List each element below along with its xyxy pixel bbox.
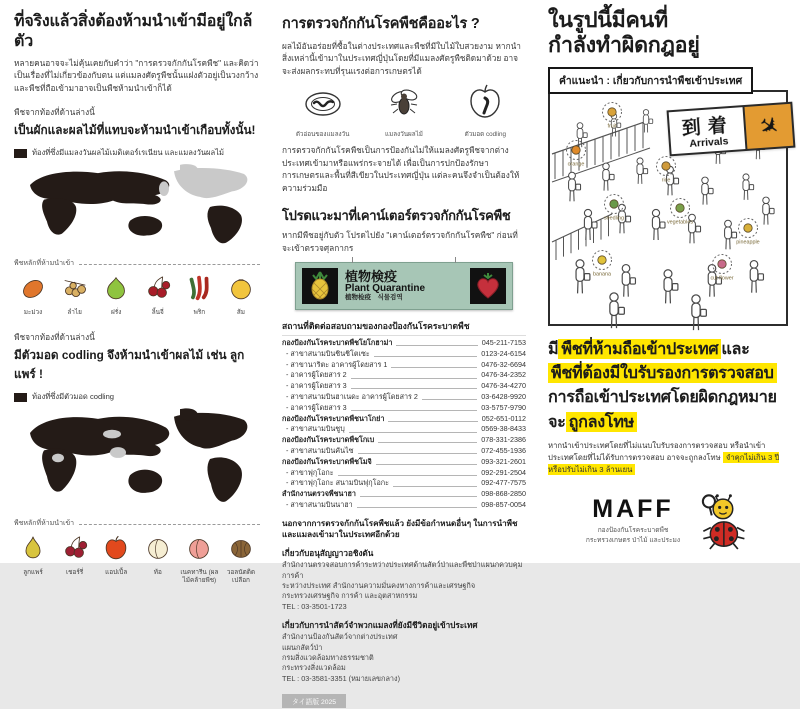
pest-icons-row: [282, 83, 526, 139]
leader-line: [378, 442, 477, 443]
plain-text: จะ: [548, 413, 566, 431]
fruits-label-row-1: [14, 258, 260, 269]
fruit-label: มะม่วง: [14, 309, 52, 317]
contact-phone: 0569-38-8433: [481, 424, 526, 435]
fruit-label: เนคทารีน (ผลไม้คล้ายพีช): [180, 569, 218, 585]
fruit-item: [56, 273, 94, 317]
extra-note: นอกจากการตรวจกักกันโรคพืชแล้ว ยังมีข้อกำหนดอื่นๆ ในการนำพืชและแมลงเข้ามาในประเทศอีกด้วย: [282, 518, 526, 541]
fruits-label-row-2: [14, 518, 260, 529]
leader-line: [360, 496, 477, 497]
svg-text:banana: banana: [593, 271, 611, 277]
panel-middle: [282, 0, 526, 563]
panel-left: [14, 0, 260, 563]
svg-text:vegetables: vegetables: [667, 219, 693, 225]
fruit-item: [222, 273, 260, 317]
fruit-label: วอลนัตติดเปลือก: [222, 569, 260, 585]
contact-name: - สาขาสนามบินคันไซ: [282, 446, 354, 457]
quarantine-sign-wrap: [282, 262, 526, 310]
sign-jp: 植物検疫: [345, 270, 463, 284]
fruit-label: ลิ้นจี่: [139, 309, 177, 317]
section2-lead: พืชจากท้องที่ด้านล่างนี้: [14, 330, 260, 344]
warning-message: [548, 337, 788, 434]
map1-legend: [14, 147, 260, 159]
fruits-label: พืชหลักที่ห้ามนำเข้า: [14, 518, 74, 529]
fruit-label: ท้อ: [139, 569, 177, 577]
pear-icon: [18, 533, 48, 563]
pest-caption: ตัวมอด codling: [450, 129, 520, 139]
mango-icon: [18, 273, 48, 303]
plain-text: หากนำเข้าประเทศโดยที่ไม่แนบใบรับรองการตรวจสอบ หรือนำเข้าประเทศโดยที่ไม่ได้รับการตรวจสอบ อาจจะถูกลงโทษ: [548, 441, 765, 462]
contact-phone: 045-211-7153: [482, 338, 526, 349]
leader-line: [351, 410, 478, 411]
sign-sub: 植物检疫 식물검역: [345, 295, 463, 302]
airport-illustration: [548, 90, 788, 326]
leader-line: [357, 507, 478, 508]
counter-title: โปรดแวะมาที่เคาน์เตอร์ตรวจกักกันโรคพืช: [282, 205, 526, 226]
contact-name: กองป้องกันโรคระบาดพืชโยโกฮาม่า: [282, 338, 392, 349]
arrivals-board: [667, 105, 748, 156]
fruit-item: [139, 273, 177, 317]
contact-phone: 0476-32-6694: [481, 360, 526, 371]
contact-row: [282, 338, 526, 349]
cover-title: [548, 8, 788, 59]
contact-row: [282, 403, 526, 414]
contact-phone: 0123-24-6154: [481, 349, 526, 360]
fruit-item: [222, 533, 260, 585]
contact-name: กองป้องกันโรคระบาดพืชโกเบ: [282, 435, 374, 446]
contact-line: TEL : 03-3581-3351 (หมายเลขกลาง): [282, 674, 526, 684]
legend-label: ท้องที่ซึ่งมีตัวมอด codling: [32, 391, 114, 403]
peach-icon: [184, 533, 214, 563]
contraband-item: [567, 140, 586, 167]
contact-name: - สาขาฟุกุโอกะ สนามบินฟุกุโอกะ: [282, 478, 389, 489]
contacts-heading: สถานที่ติดต่อสอบถามของกองป้องกันโรคระบาดพืช: [282, 319, 526, 336]
contact-phone: 0476-34-4270: [481, 381, 526, 392]
penalty-fine-print: [548, 440, 780, 476]
fruit-item: [180, 273, 218, 317]
leader-line: [349, 432, 477, 433]
contact-phone: 078-331-2386: [481, 435, 526, 446]
leader-line: [396, 345, 477, 346]
fruits-label: พืชหลักที่ห้ามนำเข้า: [14, 258, 74, 269]
fruit-label: ลูกแพร์: [14, 569, 52, 577]
contact-line: สำนักงานตรวจสอบการค้าระหว่างประเทศด้านสัตว์ป่าและพืชป่าแผนกควบคุมการค้า: [282, 560, 526, 581]
section1-headline: เป็นผักและผลไม้ที่แทบจะห้ามนำเข้าเกือบทั้งนั้น!: [14, 121, 260, 140]
fruit-label: พริก: [180, 309, 218, 317]
pest-caption: แมลงวันผลไม้: [369, 129, 439, 139]
leader-line: [376, 464, 477, 465]
maff-org: [586, 526, 680, 546]
legend-swatch: [14, 149, 27, 158]
sign-text: [345, 270, 463, 302]
fly-icon: [384, 83, 424, 123]
fruit-item: [56, 533, 94, 585]
maff-block: [548, 492, 788, 550]
larva-icon: [303, 83, 343, 123]
contraband-item: [593, 250, 612, 277]
contact-name: - สาขาสนามบินนาฮา: [282, 500, 353, 511]
contact-name: - สาขานาริตะ อาคารผู้โดยสาร 1: [282, 360, 387, 371]
fruit-label: เชอร์รี่: [56, 569, 94, 577]
strawberry-heart-icon: [470, 268, 506, 304]
fruit-label: ฝรั่ง: [97, 309, 135, 317]
contact-phone: 098-857-0054: [481, 500, 526, 511]
fruit-item: [14, 533, 52, 585]
contact-row: [282, 489, 526, 500]
airplane-icon: ✈: [744, 101, 795, 150]
contact-name: - อาคารผู้โดยสาร 3: [282, 403, 347, 414]
peach-icon: [143, 533, 173, 563]
ladybug-mascot-icon: [694, 492, 750, 550]
whatis-title: การตรวจกักกันโรคพืชคืออะไร ?: [282, 12, 526, 35]
pest-fruitfly: [369, 83, 439, 139]
insects-contact: [282, 632, 526, 684]
cover-title-line2: กำลังทำผิดกฎอยู่: [548, 33, 788, 58]
contact-line: ระหว่างประเทศ สำนักงานความมั่นคงทางการค้าและเศรษฐกิจ: [282, 581, 526, 591]
left-intro: หลายคนอาจจะไม่คุ้นเคยกับคำว่า "การตรวจกักกันโรคพืช" และคิดว่าเป็นเรื่องที่ไม่เกี่ยวข้องกับตน แต่แมลงศัตรูพืชนั้นแฝงตัวอยู่เป็นวงกว้าง และพืชที่ถือเข้ามาอาจเป็นพืชห้ามนำเข้าก็ได้: [14, 57, 260, 94]
contacts-list: [282, 338, 526, 511]
contact-row: [282, 381, 526, 392]
sign-hook: [352, 257, 353, 263]
leader-line: [358, 453, 478, 454]
contact-name: - สาขาฟุกุโอกะ: [282, 468, 334, 479]
fruit-item: [97, 273, 135, 317]
contact-row: [282, 435, 526, 446]
contact-row: [282, 392, 526, 403]
contact-row: [282, 457, 526, 468]
apple-icon: [101, 533, 131, 563]
section2-headline: มีตัวมอด codling จึงห้ามนำเข้าผลไม้ เช่น ลูกแพร์ !: [14, 346, 260, 384]
contact-row: [282, 424, 526, 435]
contact-name: - สาขาสนามบินฮาเนดะ อาคารผู้โดยสาร 2: [282, 392, 418, 403]
contact-row: [282, 370, 526, 381]
leader-line: [351, 378, 478, 379]
insects-title: เกี่ยวกับการนำสัตว์จำพวกแมลงที่ยังมีชีวิตอยู่เข้าประเทศ: [282, 619, 526, 632]
pest-codling: [450, 83, 520, 139]
washington-title: เกี่ยวกับอนุสัญญาวอชิงตัน: [282, 547, 526, 560]
whatis-body1: ผลไม้อันอร่อยที่ซื้อในต่างประเทศและพืชที่มีใบไม้ใบสวยงาม หากนำสิ่งเหล่านี้เข้ามาในประเทศญี่ปุ่นโดยที่มีแมลงศัตรูพืชติดมาด้วย อาจจะส่งผลกระทบที่รุนแรงต่อการเกษตรได้: [282, 40, 526, 77]
world-map-fruitfly: [14, 163, 260, 251]
world-map-codling: [14, 407, 260, 511]
leader-line: [351, 388, 478, 389]
leader-line: [391, 367, 477, 368]
contact-row: [282, 349, 526, 360]
svg-text:seedling: seedling: [604, 215, 624, 221]
plain-text: การถือเข้าประเทศโดยผิดกฎหมาย: [548, 388, 777, 406]
cherries-icon: [143, 273, 173, 303]
map2-legend: [14, 391, 260, 403]
plant-quarantine-sign: [295, 262, 513, 310]
highlighted-text: พืชที่ห้ามถือเข้าประเทศ: [558, 339, 721, 359]
contact-row: [282, 478, 526, 489]
maff-logo: MAFF: [586, 495, 680, 524]
cherries-icon: [60, 533, 90, 563]
contact-name: - สาขาสนามบินชินชิโตเซะ: [282, 349, 370, 360]
arrivals-jp: 到着: [681, 110, 735, 141]
contact-name: - อาคารผู้โดยสาร 2: [282, 370, 347, 381]
leader-line: [393, 486, 477, 487]
highlighted-text: พืชที่ต้องมีใบรับรองการตรวจสอบ: [548, 363, 777, 383]
contact-line: กระทรวงเศรษฐกิจ การค้า และอุตสาหกรรม: [282, 591, 526, 601]
cluster-icon: [60, 273, 90, 303]
plain-text: มี: [548, 340, 558, 358]
contraband-item: [736, 218, 759, 245]
contact-phone: 072-455-1936: [481, 446, 526, 457]
citrus-icon: [226, 273, 256, 303]
cover-tagline: คำแนะนำ : เกี่ยวกับการนำพืชเข้าประเทศ: [548, 67, 753, 94]
codling-icon: [465, 83, 505, 123]
svg-text:pineapple: pineapple: [736, 239, 759, 245]
contact-phone: 092-291-2504: [481, 468, 526, 479]
leader-line: [422, 399, 477, 400]
message-line: [548, 361, 788, 385]
contact-line: TEL : 03-3501-1723: [282, 602, 526, 612]
chili-icon: [184, 273, 214, 303]
highlighted-text: จำคุกไม่เกิน 3 ปี หรือปรับไม่เกิน 3 ล้านเยน: [548, 452, 779, 475]
fruit-row-2: [14, 533, 260, 585]
highlighted-text: ถูกลงโทษ: [566, 412, 637, 432]
fruit-item: [180, 533, 218, 585]
dashed-divider: [79, 264, 260, 265]
sign-en: Plant Quarantine: [345, 284, 463, 295]
contact-phone: 092-477-7575: [481, 478, 526, 489]
contact-phone: 03-5757-9790: [481, 403, 526, 414]
message-line: [548, 410, 788, 434]
guava-icon: [101, 273, 131, 303]
dashed-divider: [79, 524, 260, 525]
sign-hook: [455, 257, 456, 263]
left-title: ที่จริงแล้วสิ่งต้องห้ามนำเข้ามีอยู่ใกล้ตัว: [14, 12, 260, 52]
edition-badge: タイ語版 2025: [282, 694, 346, 708]
contact-phone: 052-651-0112: [482, 414, 526, 425]
pest-caption: ตัวอ่อนของแมลงวัน: [288, 129, 358, 139]
contact-line: สำนักงานป้องกันสัตว์จากต่างประเทศ: [282, 632, 526, 642]
contact-name: กองป้องกันโรคระบาดพืชโมจิ: [282, 457, 372, 468]
contact-name: - อาคารผู้โดยสาร 3: [282, 381, 347, 392]
leader-line: [338, 475, 478, 476]
contact-row: [282, 360, 526, 371]
svg-text:fruit: fruit: [608, 123, 617, 129]
washington-contact: [282, 560, 526, 612]
fruit-label: ลำไย: [56, 309, 94, 317]
contact-line: แผนกสัตว์ป่า: [282, 643, 526, 653]
pest-larva: [288, 83, 358, 139]
contact-row: [282, 414, 526, 425]
contact-name: กองป้องกันโรคระบาดพืชนาโกย่า: [282, 414, 384, 425]
svg-text:cut flower: cut flower: [710, 275, 733, 281]
fruit-item: [97, 533, 135, 585]
leader-line: [388, 421, 477, 422]
contact-name: - สาขาสนามบินชูบุ: [282, 424, 345, 435]
message-line: [548, 337, 788, 361]
contraband-item: [667, 198, 693, 225]
contact-row: [282, 500, 526, 511]
plain-text: และ: [721, 340, 749, 358]
fruit-label: ส้ม: [222, 309, 260, 317]
fruit-row-1: [14, 273, 260, 317]
cover-title-line1: ในรูปนี้มีคนที่: [548, 8, 788, 33]
section1-lead: พืชจากท้องที่ด้านล่างนี้: [14, 105, 260, 119]
contact-phone: 03-6428-9920: [481, 392, 526, 403]
counter-body: หากมีพืชอยู่กับตัว โปรดไปยัง "เคาน์เตอร์ตรวจกักกันโรคพืช" ก่อนที่จะเข้าตรวจศุลกากร: [282, 229, 526, 254]
pineapple-icon: [302, 268, 338, 304]
fruit-item: [139, 533, 177, 585]
contact-phone: 098-868-2850: [481, 489, 526, 500]
maff-org-line1: กองป้องกันโรคระบาดพืช: [586, 526, 680, 536]
contact-name: สำนักงานตรวจพืชนาฮา: [282, 489, 356, 500]
message-line: [548, 385, 788, 409]
maff-text: [586, 495, 680, 546]
svg-text:rice: rice: [662, 177, 671, 183]
legend-label: ท้องที่ซึ่งมีแมลงวันผลไม้เมดิเตอร์เรเนียน และแมลงวันผลไม้: [32, 147, 224, 159]
contact-line: กระทรวงสิ่งแวดล้อม: [282, 663, 526, 673]
leader-line: [374, 356, 478, 357]
arrivals-sign: [667, 101, 796, 156]
fruit-item: [14, 273, 52, 317]
legend-swatch: [14, 393, 27, 402]
contact-phone: 0476-34-2352: [481, 370, 526, 381]
walnut-icon: [226, 533, 256, 563]
svg-text:orange: orange: [568, 161, 585, 167]
contact-line: กรมสิ่งแวดล้อมทางธรรมชาติ: [282, 653, 526, 663]
fruit-label: แอปเปิ้ล: [97, 569, 135, 577]
contact-row: [282, 468, 526, 479]
maff-org-line2: กระทรวงเกษตร ป่าไม้ และประมง: [586, 536, 680, 546]
contact-phone: 093-321-2601: [481, 457, 526, 468]
arrivals-en: Arrivals: [683, 134, 736, 150]
panel-right: [548, 0, 788, 563]
contact-row: [282, 446, 526, 457]
whatis-body2: การตรวจกักกันโรคพืชเป็นการป้องกันไม่ให้แมลงศัตรูพืชจากต่างประเทศเข้ามาหรือแพร่กระจายได้ เพื่อเป็นการปกป้องรักษาการเกษตรและพื้นที่สีเขียวในประเทศญี่ปุ่น แต่ละคนจึงจำเป็นต้องให้ความร่วมมือ: [282, 144, 526, 194]
